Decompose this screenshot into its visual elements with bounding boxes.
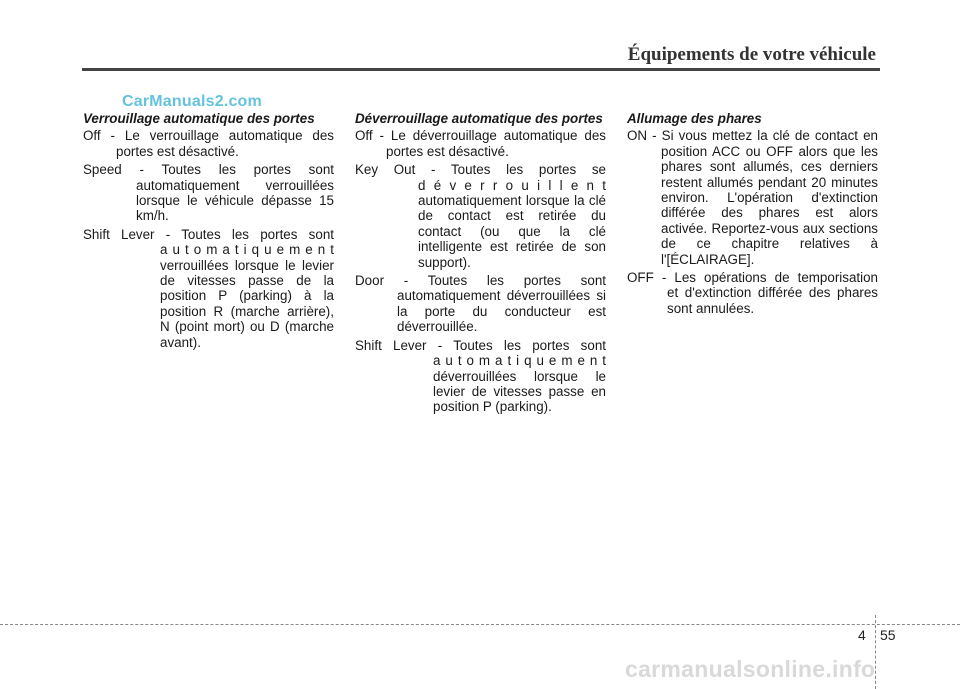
header-rule: [82, 68, 880, 71]
option-text-rest: position ACC ou OFF alors que les phares sont allumés, ces derniers restent allumés pendant 20 minutes environ. L'opération d'extinction différée des phares est alors activée. Reportez-vous aux sections de ce chapitre relatives à l'[ÉCLAIRAGE].: [661, 143, 878, 267]
option-text-rest: portes est désactivé.: [116, 143, 239, 159]
option-key: Shift Lever -: [83, 226, 182, 242]
watermark-logo: CarManuals2.com: [122, 93, 262, 110]
option-text-rest: portes est désactivé.: [386, 143, 509, 159]
option-key: Shift Lever -: [355, 337, 454, 353]
option-key: Off -: [83, 128, 125, 144]
option-text-first: Les opérations de temporisation: [674, 270, 878, 286]
option-text-first: Toutes les portes sont: [453, 337, 606, 353]
option-text-first: Toutes les portes se: [450, 162, 606, 178]
option-text-rest: d é v e r r o u i l l e n t automatiquement lorsque la clé de contact est retirée du contact (ou que la clé intelligente est retirée de son support).: [418, 177, 606, 270]
option-text-rest: et d'extinction différée des phares sont annulées.: [667, 285, 878, 316]
option-text-first: Toutes les portes sont: [181, 226, 334, 242]
option-key: OFF -: [627, 270, 675, 286]
page-header-title: Équipements de votre véhicule: [627, 44, 876, 65]
option-text-rest: automatiquement verrouillées lorsque le véhicule dépasse 15 km/h.: [136, 177, 334, 224]
section-heading: Allumage des phares: [627, 111, 762, 126]
option-item: [83, 227, 334, 350]
option-text-first: Toutes les portes sont: [161, 162, 334, 178]
option-text-first: Le verrouillage automatique des: [124, 128, 335, 144]
option-item: [83, 162, 334, 224]
option-item: [355, 338, 606, 415]
option-text-rest: a u t o m a t i q u e m e n t déverrouillées lorsque le levier de vitesses passe en position P (parking).: [433, 353, 606, 415]
option-text-rest: a u t o m a t i q u e m e n t verrouillées lorsque le levier de vitesses passe de la position P (parking) à la position R (marche arrière), N (point mort) ou D (marche avant).: [160, 242, 334, 350]
option-item: [83, 128, 334, 159]
chapter-number: 4: [858, 627, 866, 643]
site-watermark: carmanualsonline.info: [625, 656, 876, 682]
option-item: [355, 128, 606, 159]
option-key: Key Out -: [355, 162, 451, 178]
option-text-first: Si vous mettez la clé de contact en: [661, 128, 878, 144]
option-text-first: Toutes les portes sont: [427, 273, 606, 289]
option-item: [355, 273, 606, 335]
option-key: Off -: [355, 128, 391, 144]
page-number: 55: [880, 627, 896, 643]
option-key: ON -: [627, 128, 662, 144]
column-auto-unlock: [355, 111, 606, 418]
option-text-rest: automatiquement déverrouillées si la porte du conducteur est déverrouillée.: [397, 288, 606, 335]
option-item: [355, 162, 606, 270]
column-headlight: [627, 111, 878, 319]
option-item: [627, 270, 878, 316]
option-item: [627, 128, 878, 267]
column-auto-lock: [83, 111, 334, 353]
footer-rule: [0, 624, 960, 625]
option-text-first: Le déverrouillage automatique des: [390, 128, 606, 144]
section-heading: Verrouillage automatique des portes: [83, 111, 315, 126]
option-key: Door -: [355, 273, 428, 289]
option-key: Speed -: [83, 162, 162, 178]
section-heading: Déverrouillage automatique des portes: [355, 111, 603, 126]
